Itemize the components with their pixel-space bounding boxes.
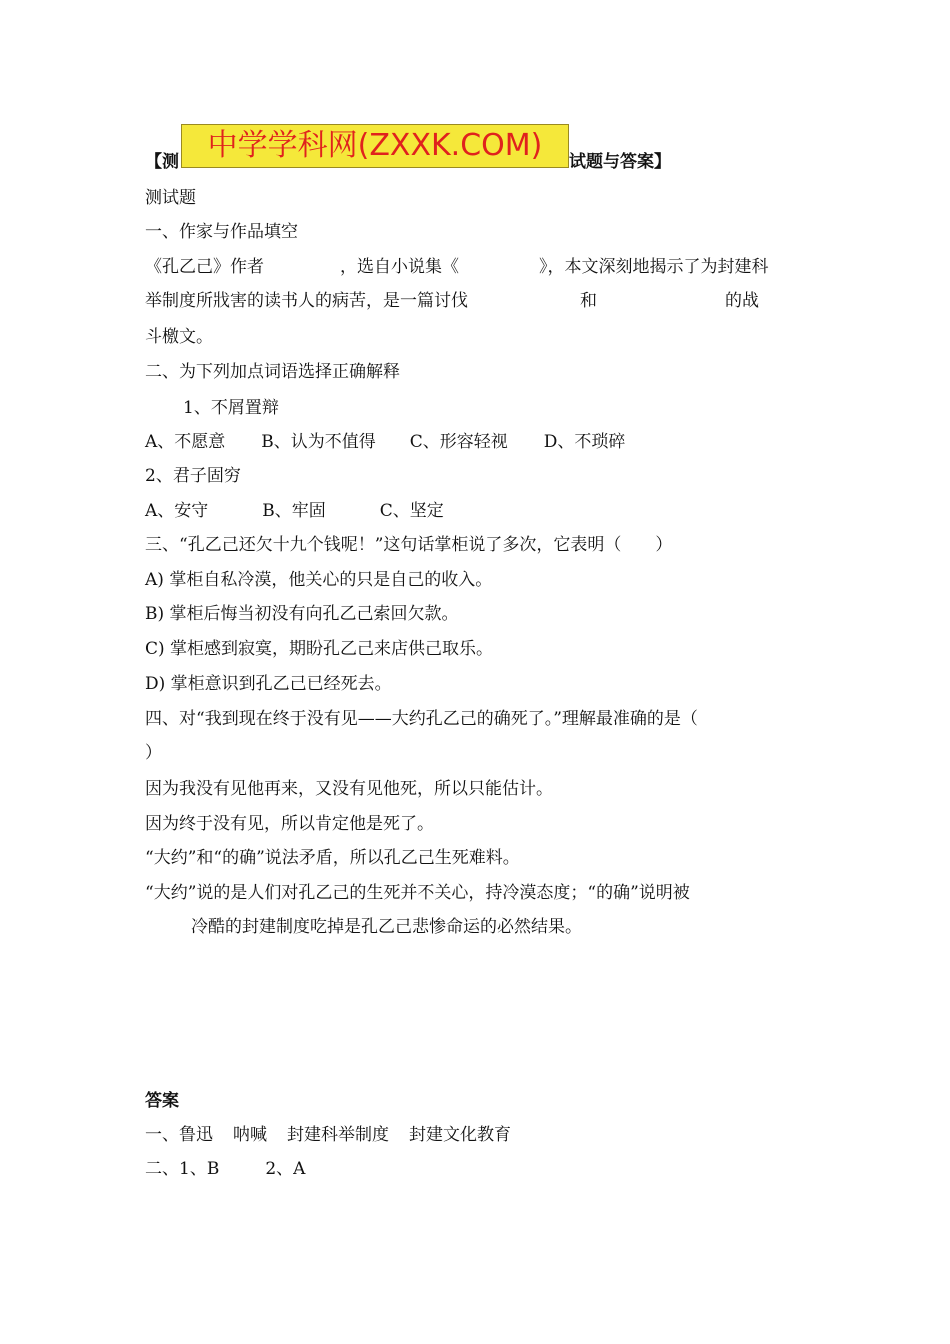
- q2-item1-options: [145, 430, 625, 454]
- option-a: A、不愿意: [145, 432, 226, 452]
- answer-1-collection: 呐喊: [233, 1125, 267, 1145]
- answer-1: [145, 1123, 511, 1147]
- q1-part2: ，选自小说集《: [340, 257, 459, 277]
- option-d: D、不琐碎: [543, 432, 626, 452]
- q1-line2-part3: 的战: [725, 291, 759, 311]
- q2-heading: 二、为下列加点词语选择正确解释: [145, 362, 400, 382]
- q4-option-d-cont: 冷酷的封建制度吃掉是孔乙己悲惨命运的必然结果。: [191, 917, 582, 937]
- q1-part3: 》，本文深刻地揭示了为封建科: [539, 257, 769, 277]
- q4-heading-cont: ）: [145, 743, 162, 763]
- option-b: B、牢固: [262, 501, 326, 521]
- q3-option-a: A) 掌柜自私冷漠，他关心的只是自己的收入。: [145, 570, 493, 590]
- q3-option-b: B) 掌柜后悔当初没有向孔乙己索回欠款。: [145, 604, 459, 624]
- option-b: B、认为不值得: [261, 432, 376, 452]
- section-test-label: 测试题: [145, 188, 196, 208]
- option-c: C、坚定: [379, 501, 444, 521]
- q4-option-a: 因为我没有见他再来，又没有见他死，所以只能估计。: [145, 779, 553, 799]
- q1-line2-part2: 和: [580, 291, 597, 311]
- q1-line2-part1: 举制度所戕害的读书人的病苦，是一篇讨伐: [145, 291, 468, 311]
- q4-option-b: 因为终于没有见，所以肯定他是死了。: [145, 814, 434, 834]
- answer-1-author: 一、鲁迅: [145, 1125, 213, 1145]
- q1-line1: [145, 255, 769, 279]
- title-left: 【测: [145, 152, 179, 172]
- q1-line3: 斗檄文。: [145, 327, 213, 347]
- q4-option-c: “大约”和“的确”说法矛盾，所以孔乙己生死难料。: [145, 848, 520, 868]
- q2-item2: 2、君子固穷: [145, 466, 241, 486]
- watermark-logo: 中学学科网(ZXXK.COM): [181, 124, 569, 168]
- option-a: A、安守: [145, 501, 209, 521]
- q1-part1: 《孔乙己》作者: [145, 257, 264, 277]
- q4-heading: 四、对“我到现在终于没有见——大约孔乙己的确死了。”理解最准确的是（: [145, 709, 698, 729]
- answer-2-item2: 2、A: [265, 1159, 306, 1179]
- answers-heading: 答案: [145, 1091, 179, 1111]
- option-c: C、形容轻视: [409, 432, 508, 452]
- q2-item2-options: [145, 499, 444, 523]
- answer-2: [145, 1157, 305, 1181]
- title-right: 试题与答案】: [569, 152, 671, 172]
- answer-1-blank1: 封建科举制度: [287, 1125, 389, 1145]
- q1-line2: [145, 289, 759, 313]
- answer-2-item1: 二、1、B: [145, 1159, 220, 1179]
- q3-option-d: D) 掌柜意识到孔乙己已经死去。: [145, 674, 392, 694]
- q1-heading: 一、作家与作品填空: [145, 222, 298, 242]
- answer-1-blank2: 封建文化教育: [409, 1125, 511, 1145]
- q2-item1: 1、不屑置辩: [183, 398, 279, 418]
- q3-heading: 三、“孔乙己还欠十九个钱呢！”这句话掌柜说了多次，它表明（ ）: [145, 535, 673, 555]
- q3-option-c: C) 掌柜感到寂寞，期盼孔乙己来店供己取乐。: [145, 639, 494, 659]
- q4-option-d: “大约”说的是人们对孔乙己的生死并不关心，持冷漠态度；“的确”说明被: [145, 883, 690, 903]
